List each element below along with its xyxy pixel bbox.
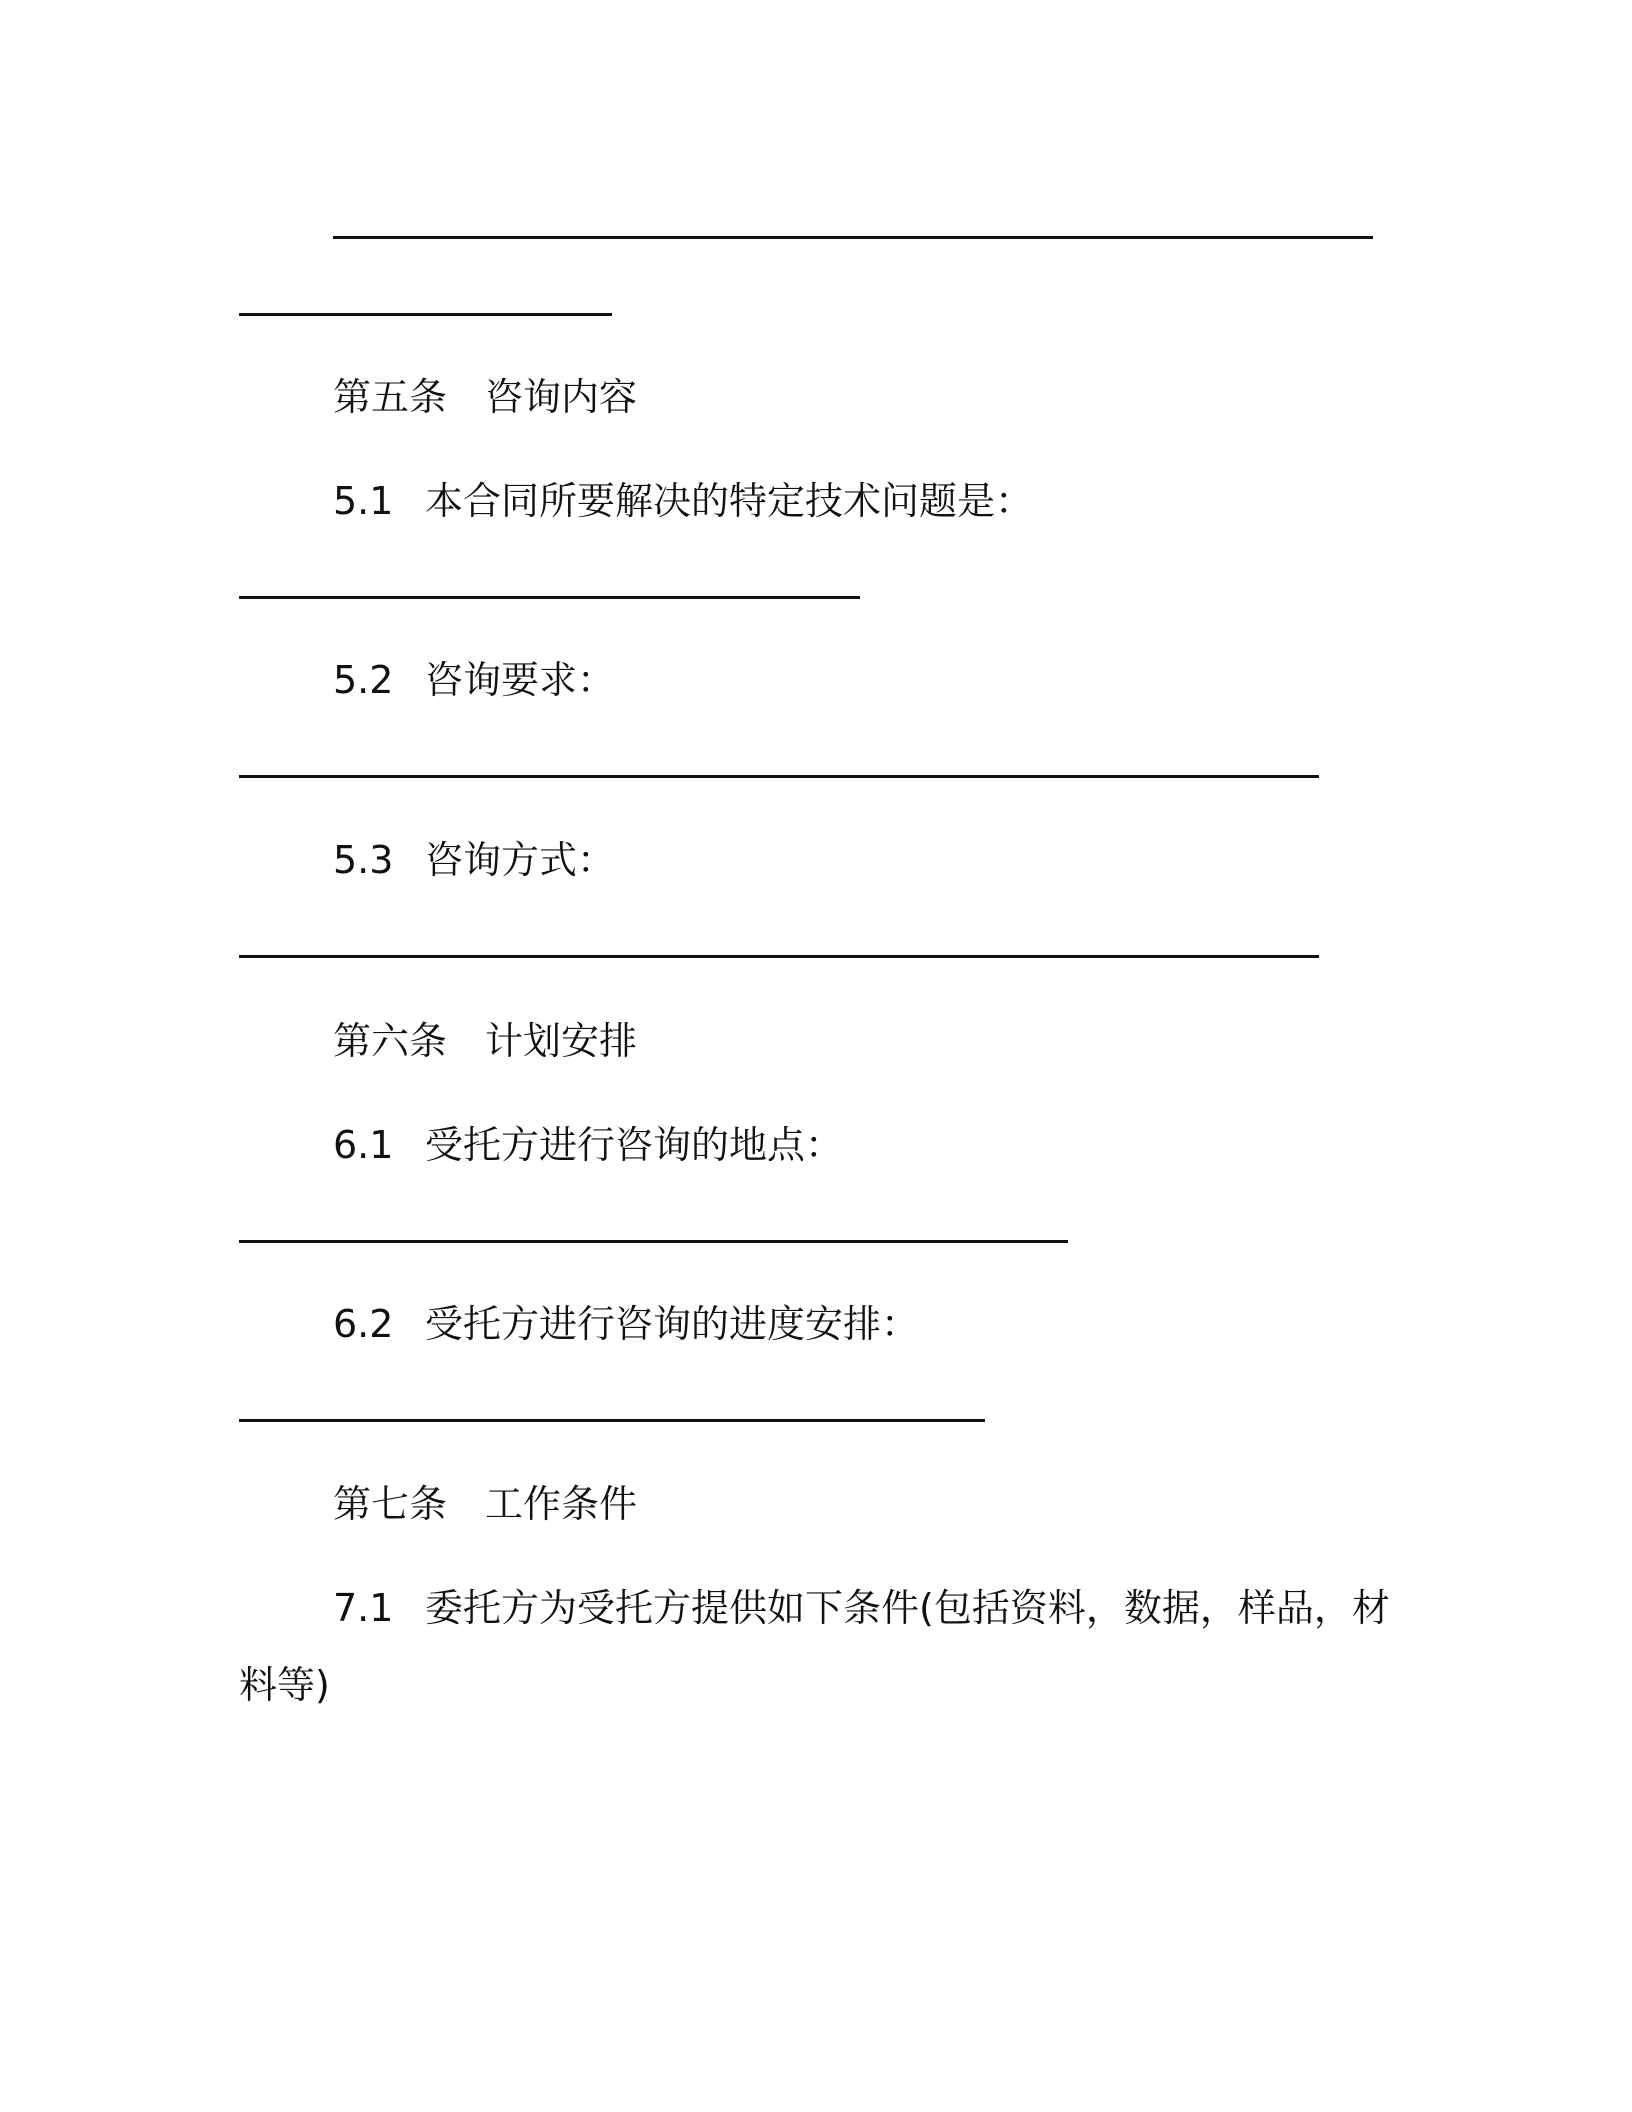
clause-text: 受托方进行咨询的地点： (425, 1123, 844, 1167)
blank-line-5-2 (239, 775, 1319, 778)
clause-5-3 (333, 838, 616, 882)
section-5-heading (333, 375, 638, 419)
section-5-number: 第五条 (333, 375, 448, 419)
clause-text: 受托方进行咨询的进度安排： (425, 1302, 920, 1346)
blank-line-top-1 (333, 236, 1373, 239)
blank-line-6-1 (239, 1240, 1068, 1243)
clause-number: 6.1 (333, 1123, 394, 1167)
section-7-title: 工作条件 (485, 1482, 638, 1526)
section-6-heading (333, 1019, 638, 1063)
section-5-title: 咨询内容 (485, 375, 638, 419)
clause-number: 5.2 (333, 658, 394, 702)
clause-text: 咨询要求： (425, 658, 616, 702)
clause-text: 本合同所要解决的特定技术问题是： (425, 479, 1034, 523)
clause-6-1 (333, 1123, 844, 1167)
section-6-title: 计划安排 (485, 1019, 638, 1063)
blank-line-6-2 (239, 1419, 985, 1422)
blank-line-top-2 (239, 313, 612, 316)
clause-7-1-line-2 (239, 1663, 330, 1707)
clause-text-line-2: 料等) (239, 1663, 330, 1707)
clause-5-1 (333, 479, 1034, 523)
clause-text-line-1: 委托方为受托方提供如下条件(包括资料，数据，样品，材 (425, 1586, 1390, 1630)
clause-5-2 (333, 658, 616, 702)
section-7-heading (333, 1482, 638, 1526)
blank-line-5-1 (239, 596, 860, 599)
clause-7-1-line-1 (333, 1586, 1390, 1630)
clause-number: 5.3 (333, 838, 394, 882)
clause-text: 咨询方式： (425, 838, 616, 882)
blank-line-5-3 (239, 955, 1319, 958)
clause-number: 7.1 (333, 1586, 394, 1630)
section-7-number: 第七条 (333, 1482, 448, 1526)
section-6-number: 第六条 (333, 1019, 448, 1063)
clause-number: 5.1 (333, 479, 394, 523)
clause-number: 6.2 (333, 1302, 394, 1346)
clause-6-2 (333, 1302, 920, 1346)
